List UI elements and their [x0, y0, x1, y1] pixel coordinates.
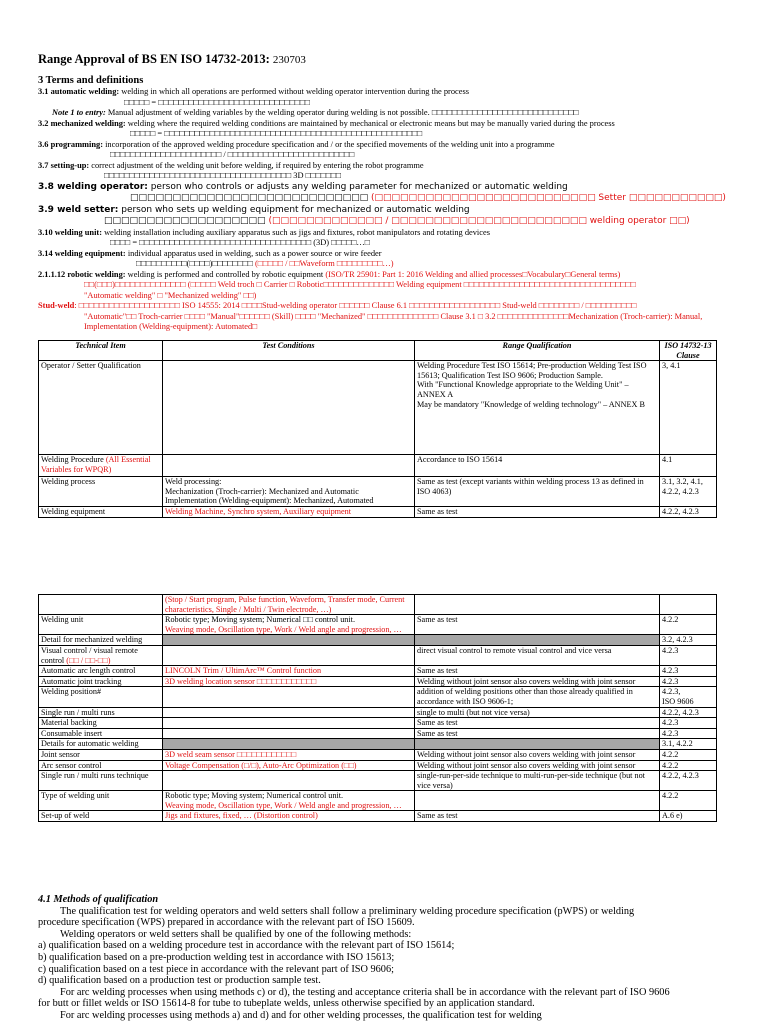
- qualification-table-1: [38, 340, 717, 518]
- def-robotic-welding: 2.1.1.12 robotic welding: welding is performed and controlled by robotic equipment (ISO/TR 25901: Part 1: 2016 Welding and allied processes□Vocabulary□General terms): [38, 269, 621, 279]
- def-welding-equipment-translation: □□□□□□□□□□(□□□□)□□□□□□□□ (□□□□□ / □□Waveform □□□□□□□□□…): [136, 259, 394, 268]
- list-item: d) qualification based on a production test or production sample test.: [38, 975, 321, 987]
- def-weld-setter: 3.9 weld setter: person who sets up welding equipment for mechanized or automatic welding: [38, 204, 470, 215]
- def-setting-up: 3.7 setting-up: correct adjustment of the welding unit before welding, if required by entering the robot programme: [38, 160, 424, 170]
- section-heading: 4.1 Methods of qualification: [38, 894, 159, 905]
- table-row: (Stop / Start program, Pulse function, Waveform, Transfer mode, Current characteristics, Single / Multi / Twin electrode, …): [39, 595, 717, 615]
- paragraph-line: procedure specification (WPS) prepared in accordance with the relevant part of ISO 15609.: [38, 917, 415, 929]
- table-row: Arc sensor control Voltage Compensation (□/□), Auto-Arc Optimization (□□) Welding without joint sensor also covers welding with joint sensor 4.2.2: [39, 760, 717, 771]
- table-row: Type of welding unit Robotic type; Moving system; Numerical control unit. Weaving mode, Oscillation type, Work / Weld angle and progression, … 4.2.2: [39, 791, 717, 811]
- def-welding-operator-translation: □□□□□□□□□□□□□□□□□□□□□□□□□□□□ (□□□□□□□□□□□□□□□□□□□□□□□□□□ Setter □□□□□□□□□□□): [130, 193, 726, 203]
- table-row: Welding unit Robotic type; Moving system; Numerical □□ control unit. Weaving mode, Oscillation type, Work / Weld angle and progression, … Same as test 4.2.2: [39, 615, 717, 635]
- terms-definitions: [38, 74, 748, 333]
- paragraph-line: For arc welding processes using methods a) and d) and for other welding processes, the qualification test for welding: [60, 1009, 542, 1021]
- table-row: Welding position# addition of welding positions other than those already qualified in accordance with ISO 9606-1; 4.2.3, ISO 9606: [39, 687, 717, 707]
- table-row: Joint sensor 3D weld seam sensor □□□□□□□□□□□□ Welding without joint sensor also covers welding with joint sensor 4.2.2: [39, 749, 717, 760]
- def-stud-weld: Stud-weld: □□□□□□□□□□□□□□□□□□□□ ISO 14555: 2014 □□□□Stud-welding operator □□□□□□ Clause 6.1 □□□□□□□□□□□□□□□□□□ Stud-weld □□□□□□□□ / □□□□□□□□□□: [38, 301, 637, 310]
- header-test-conditions: Test Conditions: [163, 341, 415, 361]
- paragraph-line: For arc welding processes when using methods c) or d), the testing and acceptance criteria shall be in accordance with the relevant part of ISO 9606: [60, 986, 670, 998]
- methods-of-qualification: [38, 894, 728, 1022]
- table-row: Automatic joint tracking 3D welding location sensor □□□□□□□□□□□□ Welding without joint sensor also covers welding with joint sensor 4.2.3: [39, 676, 717, 687]
- def-welding-equipment: 3.14 welding equipment: individual apparatus used in welding, such as a power source or wire feeder: [38, 248, 382, 258]
- header-technical-item: Technical Item: [39, 341, 163, 361]
- def-robotic-welding-translation-2: "Automatic welding" □ "Mechanized welding" □□): [84, 290, 257, 300]
- table-row: Operator / Setter Qualification Welding Procedure Test ISO 15614; Pre-production Welding Test ISO 15613; Qualification Test ISO 9606; Production Sample. With "Functional Knowledge appropriate to the Welding Unit" – ANNEX A May be mandatory "Knowledge of welding technology" – ANNEX B 3, 4.1: [39, 361, 717, 455]
- list-item: b) qualification based on a pre-production welding test in accordance with ISO 15613;: [38, 951, 395, 963]
- note-1: Note 1 to entry: Manual adjustment of welding variables by the welding operator during welding is not possible. □□□□□□□□□□□□□□□□□□□□□□□□□□□□□: [52, 108, 579, 117]
- table-row-shaded: Detail for mechanized welding 3.2, 4.2.3: [39, 635, 717, 646]
- table-row: Consumable insert Same as test 4.2.3: [39, 728, 717, 739]
- header-clause: ISO 14732-13 Clause: [660, 341, 717, 361]
- def-programming-translation: □□□□□□□□□□□□□□□□□□□□□□ / □□□□□□□□□□□□□□□□□□□□□□□□□: [110, 150, 355, 159]
- title-code: 230703: [272, 54, 306, 66]
- title-main: Range Approval of BS EN ISO 14732-2013:: [38, 52, 270, 66]
- def-automatic-welding-translation: □□□□□ = □□□□□□□□□□□□□□□□□□□□□□□□□□□□□□: [124, 97, 310, 107]
- def-welding-unit-translation: □□□□ = □□□□□□□□□□□□□□□□□□□□□□□□□□□□□□□□□□ (3D) □□□□□…□: [110, 238, 370, 247]
- header-range-qualification: Range Qualification: [415, 341, 660, 361]
- table-row: Welding equipment Welding Machine, Synchro system, Auxiliary equipment Same as test 4.2.2, 4.2.3: [39, 507, 717, 518]
- table-row: Material backing Same as test 4.2.3: [39, 718, 717, 729]
- table-header-row: [39, 341, 717, 361]
- table-row: Automatic arc length control LINCOLN Trim / UltimArc™ Control function Same as test 4.2.3: [39, 666, 717, 677]
- table-row: Welding Procedure (All Essential Variables for WPQR) Accordance to ISO 15614 4.1: [39, 455, 717, 477]
- table-row: Set-up of weld Jigs and fixtures, fixed, … (Distortion control) Same as test A.6 e): [39, 811, 717, 822]
- table-row-shaded: Details for automatic welding 3.1, 4.2.2: [39, 739, 717, 750]
- def-stud-weld-2: "Automatic"□□ Troch-carrier □□□□ "Manual"□□□□□□ (Skill) □□□□ "Mechanized" □□□□□□□□□□□□□□ Clause 3.1 □ 3.2 □□□□□□□□□□□□□□Mechanization (Troch-carrier): Manual, Implementation (Welding-equipment): Automated□: [84, 311, 703, 331]
- terms-heading: 3 Terms and definitions: [38, 75, 144, 86]
- def-programming: 3.6 programming: incorporation of the approved welding procedure specification and / or the specified movements of the welding unit into a programme: [38, 139, 555, 149]
- def-welding-operator: 3.8 welding operator: person who controls or adjusts any welding parameter for mechanized or automatic welding: [38, 181, 568, 192]
- list-item: a) qualification based on a welding procedure test in accordance with the relevant part of ISO 15614;: [38, 940, 455, 952]
- def-mechanized-welding-translation: □□□□□ = □□□□□□□□□□□□□□□□□□□□□□□□□□□□□□□□□□□□□□□□□□□□□□□□□□□: [130, 129, 423, 138]
- def-welding-unit: 3.10 welding unit: welding installation including auxiliary apparatus such as jigs and fixtures, robot manipulators and rotating devices: [38, 227, 490, 237]
- table-row: Single run / multi runs technique single-run-per-side technique to multi-run-per-side technique (but not vice versa) 4.2.2, 4.2.3: [39, 771, 717, 791]
- list-item: c) qualification based on a test piece in accordance with the relevant part of ISO 9606;: [38, 963, 394, 975]
- table-row: Welding process Weld processing: Mechanization (Troch-carrier): Mechanized and Automatic Implementation (Welding-equipment): Mechanized, Automated Same as test (except variants within welding process 13 as defined in ISO 4063) 3.1, 3.2, 4.1, 4.2.2, 4.2.3: [39, 477, 717, 507]
- table-row: Visual control / visual remote control (□□ / □□-□□) direct visual control to remote visual control and vice versa 4.2.3: [39, 645, 717, 665]
- qualification-table-2: [38, 594, 717, 822]
- table-row: Single run / multi runs single to multi (but not vice versa) 4.2.2, 4.2.3: [39, 707, 717, 718]
- def-automatic-welding: 3.1 automatic welding: welding in which all operations are performed without welding operator intervention during the process: [38, 87, 469, 96]
- def-weld-setter-translation: □□□□□□□□□□□□□□□□□□□ (□□□□□□□□□□□□□ / □□□□□□□□□□□□□□□□□□□□□□□ welding operator □□): [104, 216, 690, 226]
- document-title: [38, 52, 306, 67]
- paragraph-line: Welding operators or weld setters shall be qualified by one of the following methods:: [60, 928, 412, 940]
- paragraph-line: The qualification test for welding operators and weld setters shall follow a preliminary welding procedure specification (pWPS) or welding: [60, 905, 635, 917]
- def-mechanized-welding: 3.2 mechanized welding: welding where the required welding conditions are maintained by mechanical or electronic means but may be manually varied during the process: [38, 118, 615, 128]
- def-setting-up-translation: □□□□□□□□□□□□□□□□□□□□□□□□□□□□□□□□□□□□□ 3D □□□□□□□: [104, 171, 341, 180]
- def-robotic-welding-translation: □□(□□□)□□□□□□□□□□□□□□ (□□□□□ Weld troch □ Carrier □ Robotic□□□□□□□□□□□□□□ Welding equipment □□□□□□□□□□□□□□□□□□□□□□□□□□□□□□□□□□: [84, 280, 636, 289]
- paragraph-line: for butt or fillet welds or ISO 15614-8 for tube to tubeplate welds, unless otherwise specified by an application standard.: [38, 998, 535, 1010]
